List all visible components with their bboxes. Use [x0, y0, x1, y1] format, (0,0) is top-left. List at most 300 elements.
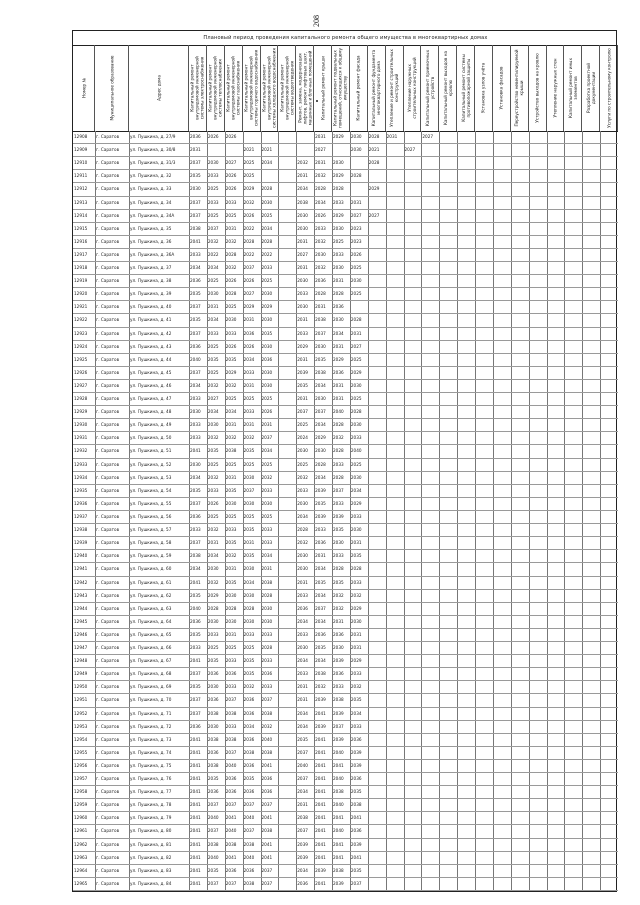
year-cell — [529, 642, 548, 654]
year-cell — [457, 354, 476, 366]
year-cell — [404, 498, 423, 510]
year-cell: 2033 — [225, 684, 237, 690]
year-cell — [404, 563, 423, 575]
year-cell: 2028 — [333, 448, 344, 454]
year-cell: 2035 — [225, 540, 237, 546]
year-cell — [439, 432, 458, 444]
year-cell — [547, 760, 566, 772]
address-cell: ул. Пушкина, д. 57 — [130, 527, 172, 533]
year-cell — [421, 236, 440, 248]
year-cell — [547, 524, 566, 536]
year-cell — [350, 157, 369, 169]
year-cell — [368, 485, 387, 497]
year-cell: 2036 — [190, 278, 201, 284]
year-cell — [529, 577, 548, 589]
year-cell: 2037 — [297, 749, 308, 755]
year-cell — [493, 485, 512, 497]
year-cell — [529, 288, 548, 300]
year-cell — [278, 485, 297, 497]
year-cell — [475, 367, 494, 379]
house-number-cell: 12952 — [74, 710, 88, 716]
year-cell — [278, 708, 297, 720]
year-cell: 2040 — [333, 749, 344, 755]
year-cell: 2026 — [225, 343, 237, 349]
year-cell: 2032 — [225, 265, 237, 271]
year-cell — [421, 485, 440, 497]
year-cell: 2041 — [225, 854, 237, 860]
municipality-cell: г. Саратов — [96, 317, 120, 323]
house-number-cell: 12918 — [74, 265, 88, 271]
municipality-cell: г. Саратов — [96, 265, 120, 271]
year-cell: 2030 — [261, 199, 273, 205]
year-cell — [457, 314, 476, 326]
table-row — [73, 170, 618, 183]
table-row — [73, 236, 618, 249]
year-cell: 2037 — [243, 487, 255, 493]
year-cell — [547, 839, 566, 851]
year-cell — [439, 786, 458, 798]
year-cell: 2035 — [350, 867, 362, 873]
address-cell: ул. Пушкина, д. 46 — [130, 382, 172, 388]
year-cell: 2034 — [243, 723, 255, 729]
column-header — [73, 45, 95, 131]
year-cell: 2030 — [333, 540, 344, 546]
year-cell: 2037 — [243, 828, 255, 834]
year-cell — [278, 629, 297, 641]
year-cell: 2030 — [315, 448, 326, 454]
year-cell: 2032 — [207, 435, 219, 441]
year-cell: 2033 — [350, 435, 362, 441]
column-header-label: Переустройство невентилируемой крыши — [514, 49, 525, 127]
year-cell — [475, 354, 494, 366]
year-cell — [404, 577, 423, 589]
year-cell — [493, 210, 512, 222]
year-cell — [547, 301, 566, 313]
year-cell: 2039 — [315, 487, 326, 493]
year-cell — [511, 694, 530, 706]
year-cell — [404, 223, 423, 235]
year-cell — [475, 472, 494, 484]
year-cell: 2041 — [315, 854, 326, 860]
address-cell: ул. Пушкина, д. 53 — [130, 474, 172, 480]
year-cell: 2025 — [350, 265, 362, 271]
year-cell — [547, 498, 566, 510]
year-cell — [278, 524, 297, 536]
year-cell: 2030 — [225, 500, 237, 506]
year-cell — [511, 341, 530, 353]
year-cell — [243, 131, 262, 143]
municipality-cell: г. Саратов — [96, 448, 120, 454]
year-cell: 2029 — [333, 212, 344, 218]
year-cell — [547, 197, 566, 209]
year-cell — [278, 734, 297, 746]
year-cell — [475, 655, 494, 667]
year-cell — [493, 432, 512, 444]
year-cell — [439, 197, 458, 209]
municipality-cell: г. Саратов — [96, 658, 120, 664]
year-cell: 2034 — [297, 618, 308, 624]
year-cell: 2028 — [225, 251, 237, 257]
year-cell — [475, 577, 494, 589]
year-cell: 2036 — [243, 762, 255, 768]
year-cell: 2031 — [315, 160, 326, 166]
year-cell: 2036 — [350, 828, 362, 834]
table-row — [73, 445, 618, 458]
year-cell — [421, 825, 440, 837]
year-cell: 2038 — [261, 828, 273, 834]
year-cell: 2036 — [261, 671, 273, 677]
year-cell — [511, 157, 530, 169]
year-cell — [475, 563, 494, 575]
year-cell — [493, 314, 512, 326]
year-cell: 2035 — [190, 592, 201, 598]
year-cell — [421, 380, 440, 392]
year-cell: 2025 — [207, 514, 219, 519]
year-cell — [493, 236, 512, 248]
year-cell — [529, 668, 548, 680]
year-cell — [547, 590, 566, 602]
year-cell — [457, 629, 476, 641]
year-cell: 2041 — [315, 789, 326, 795]
year-cell — [529, 262, 548, 274]
year-cell — [547, 747, 566, 759]
year-cell — [493, 550, 512, 562]
year-cell: 2041 — [190, 762, 201, 768]
year-cell: 2025 — [225, 461, 237, 467]
year-cell — [439, 249, 458, 261]
year-cell: 2035 — [297, 382, 308, 388]
year-cell: 2034 — [315, 199, 326, 205]
year-cell — [421, 799, 440, 811]
year-cell — [529, 144, 548, 156]
year-cell — [421, 590, 440, 602]
house-number-cell: 12913 — [74, 199, 88, 205]
year-cell — [529, 537, 548, 549]
year-cell — [386, 799, 405, 811]
year-cell — [421, 747, 440, 759]
year-cell — [368, 406, 387, 418]
year-cell: 2038 — [207, 710, 219, 716]
year-cell — [529, 131, 548, 143]
year-cell — [511, 498, 530, 510]
house-number-cell: 12929 — [74, 409, 88, 415]
year-cell — [368, 708, 387, 720]
year-cell: 2031 — [333, 618, 344, 624]
year-cell — [368, 577, 387, 589]
year-cell: 2035 — [225, 487, 237, 493]
year-cell: 2032 — [243, 199, 255, 205]
year-cell: 2033 — [315, 527, 326, 533]
year-cell: 2031 — [297, 173, 308, 179]
year-cell — [529, 498, 548, 510]
year-cell: 2028 — [333, 186, 344, 192]
year-cell: 2025 — [350, 461, 362, 467]
column-header-label: Муниципальное образование — [109, 55, 114, 121]
column-header — [332, 45, 350, 131]
municipality-cell: г. Саратов — [96, 762, 120, 768]
year-cell: 2032 — [350, 684, 362, 690]
year-cell: 2040 — [333, 828, 344, 834]
column-header-label: Утепление наружных стен — [552, 58, 558, 118]
table-row — [73, 432, 618, 445]
year-cell — [439, 459, 458, 471]
column-header — [421, 45, 439, 131]
year-cell — [457, 485, 476, 497]
year-cell — [547, 131, 566, 143]
year-cell: 2038 — [225, 736, 237, 742]
year-cell: 2028 — [350, 173, 362, 179]
year-cell: 2033 — [225, 527, 237, 533]
address-cell: ул. Пушкина, д. 81 — [130, 841, 172, 847]
year-cell: 2022 — [243, 225, 255, 231]
address-cell: ул. Пушкина, д. 48 — [130, 409, 172, 415]
municipality-cell: г. Саратов — [96, 212, 120, 218]
year-cell: 2025 — [243, 645, 255, 651]
year-cell — [529, 839, 548, 851]
year-cell — [421, 472, 440, 484]
year-cell: 2032 — [261, 474, 273, 480]
year-cell: 2025 — [225, 304, 237, 310]
year-cell: 2031 — [261, 422, 273, 428]
year-cell — [421, 406, 440, 418]
column-header-label: Установка фасадов — [498, 66, 504, 110]
table-row — [73, 629, 618, 642]
year-cell — [421, 681, 440, 693]
year-cell — [386, 249, 405, 261]
year-cell — [278, 249, 297, 261]
year-cell — [493, 183, 512, 195]
year-cell — [404, 485, 423, 497]
year-cell — [278, 799, 297, 811]
year-cell: 2033 — [190, 251, 201, 257]
address-cell: ул. Пушкина, д. 32 — [130, 173, 172, 179]
year-cell: 2033 — [350, 514, 362, 519]
year-cell — [547, 485, 566, 497]
municipality-cell: г. Саратов — [96, 802, 120, 808]
year-cell — [547, 629, 566, 641]
year-cell: 2034 — [350, 487, 362, 493]
year-cell: 2038 — [261, 749, 273, 755]
column-header-label: Адрес дома — [156, 75, 161, 101]
year-cell — [511, 367, 530, 379]
year-cell — [511, 616, 530, 628]
year-cell: 2030 — [350, 147, 362, 153]
year-cell — [457, 708, 476, 720]
year-cell: 2033 — [243, 369, 255, 375]
municipality-cell: г. Саратов — [96, 631, 120, 637]
house-number-cell: 12933 — [74, 461, 88, 467]
year-cell — [457, 721, 476, 733]
year-cell: 2037 — [243, 802, 255, 808]
year-cell: 2034 — [297, 710, 308, 716]
table-row — [73, 550, 618, 563]
year-cell — [475, 341, 494, 353]
year-cell: 2029 — [243, 186, 255, 192]
year-cell — [278, 380, 297, 392]
house-number-cell: 12914 — [74, 212, 88, 218]
year-cell — [439, 314, 458, 326]
year-cell — [386, 393, 405, 405]
year-cell — [547, 852, 566, 864]
year-cell — [511, 445, 530, 457]
year-cell — [511, 236, 530, 248]
year-cell: 2031 — [207, 540, 219, 546]
year-cell — [529, 708, 548, 720]
year-cell — [457, 563, 476, 575]
year-cell: 2025 — [261, 461, 273, 467]
year-cell: 2033 — [190, 645, 201, 651]
year-cell: 2031 — [243, 540, 255, 546]
year-cell — [278, 472, 297, 484]
year-cell — [457, 668, 476, 680]
table-row — [73, 367, 618, 380]
year-cell: 2034 — [261, 225, 273, 231]
year-cell: 2038 — [207, 762, 219, 768]
house-number-cell: 12915 — [74, 225, 88, 231]
table-row — [73, 590, 618, 603]
year-cell: 2038 — [350, 802, 362, 808]
year-cell — [368, 812, 387, 824]
year-cell: 2037 — [297, 828, 308, 834]
address-cell: ул. Пушкина, д. 59 — [130, 553, 172, 559]
year-cell — [386, 341, 405, 353]
year-cell: 2034 — [225, 409, 237, 415]
year-cell: 2031 — [386, 134, 398, 139]
address-cell: ул. Пушкина, д. 83 — [130, 867, 172, 873]
municipality-cell: г. Саратов — [96, 566, 120, 572]
municipality-cell: г. Саратов — [96, 553, 120, 559]
year-cell — [439, 839, 458, 851]
year-cell — [511, 314, 530, 326]
year-cell — [457, 301, 476, 313]
year-cell — [457, 590, 476, 602]
table-row — [73, 144, 618, 157]
year-cell — [439, 694, 458, 706]
year-cell — [368, 852, 387, 864]
year-cell: 2037 — [261, 697, 273, 703]
year-cell — [278, 694, 297, 706]
year-cell — [475, 668, 494, 680]
year-cell — [493, 825, 512, 837]
year-cell — [493, 341, 512, 353]
year-cell: 2031 — [261, 566, 273, 572]
year-cell — [493, 459, 512, 471]
year-cell: 2038 — [315, 671, 326, 677]
municipality-cell: г. Саратов — [96, 396, 120, 402]
year-cell — [493, 616, 512, 628]
year-cell: 2040 — [261, 736, 273, 742]
year-cell — [368, 314, 387, 326]
column-header-label: Капитальный ремонт внутридомовой инженерной системы холодного водоснабжения — [261, 48, 277, 128]
year-cell — [493, 760, 512, 772]
column-header-label: Капитальный ремонт приемочных устройств — [424, 49, 435, 127]
year-cell: 2032 — [207, 238, 219, 244]
address-cell: ул. Пушкина, д. 62 — [130, 592, 172, 598]
year-cell — [368, 668, 387, 680]
year-cell: 2025 — [261, 278, 273, 284]
year-cell: 2036 — [350, 776, 362, 782]
year-cell — [386, 288, 405, 300]
year-cell — [547, 341, 566, 353]
year-cell: 2037 — [261, 880, 273, 886]
year-cell — [547, 642, 566, 654]
year-cell: 2037 — [261, 802, 273, 808]
year-cell — [511, 812, 530, 824]
year-cell: 2041 — [333, 854, 344, 860]
column-header — [493, 45, 511, 131]
house-number-cell: 12925 — [74, 356, 88, 362]
year-cell — [278, 616, 297, 628]
year-cell — [439, 472, 458, 484]
municipality-cell: г. Саратов — [96, 186, 120, 192]
year-cell: 2033 — [207, 173, 219, 179]
year-cell — [457, 406, 476, 418]
house-number-cell: 12921 — [74, 304, 88, 310]
year-cell: 2030 — [315, 251, 326, 257]
year-cell: 2033 — [350, 579, 362, 585]
year-cell — [278, 563, 297, 575]
year-cell: 2032 — [297, 160, 308, 166]
year-cell — [529, 511, 548, 523]
year-cell — [457, 825, 476, 837]
year-cell — [511, 511, 530, 523]
year-cell — [439, 563, 458, 575]
year-cell: 2038 — [225, 448, 237, 454]
column-header — [368, 45, 386, 131]
column-header — [529, 45, 547, 131]
year-cell — [475, 773, 494, 785]
year-cell — [493, 577, 512, 589]
year-cell: 2036 — [207, 789, 219, 795]
year-cell — [386, 747, 405, 759]
year-cell — [439, 275, 458, 287]
year-cell: 2041 — [315, 828, 326, 834]
municipality-cell: г. Саратов — [96, 330, 120, 336]
year-cell: 2033 — [225, 723, 237, 729]
year-cell: 2030 — [243, 566, 255, 572]
year-cell: 2026 — [350, 251, 362, 257]
year-cell — [278, 131, 297, 143]
year-cell — [475, 406, 494, 418]
table-row — [73, 223, 618, 236]
year-cell: 2035 — [207, 867, 219, 873]
year-cell — [278, 341, 297, 353]
year-cell — [439, 511, 458, 523]
year-cell — [404, 354, 423, 366]
year-cell — [404, 275, 423, 287]
year-cell — [421, 354, 440, 366]
year-cell: 2033 — [297, 592, 308, 598]
year-cell — [511, 524, 530, 536]
year-cell — [278, 210, 297, 222]
table-row — [73, 459, 618, 472]
year-cell — [457, 459, 476, 471]
year-cell: 2041 — [333, 841, 344, 847]
year-cell: 2030 — [225, 592, 237, 598]
municipality-cell: г. Саратов — [96, 160, 120, 166]
year-cell — [439, 498, 458, 510]
address-cell: ул. Пушкина, д. 64 — [130, 618, 172, 624]
year-cell — [386, 734, 405, 746]
year-cell — [547, 157, 566, 169]
address-cell: ул. Пушкина, д. 41 — [130, 317, 172, 323]
year-cell — [511, 603, 530, 615]
year-cell — [547, 393, 566, 405]
year-cell — [421, 773, 440, 785]
year-cell — [404, 616, 423, 628]
year-cell: 2034 — [190, 474, 201, 480]
year-cell — [404, 734, 423, 746]
